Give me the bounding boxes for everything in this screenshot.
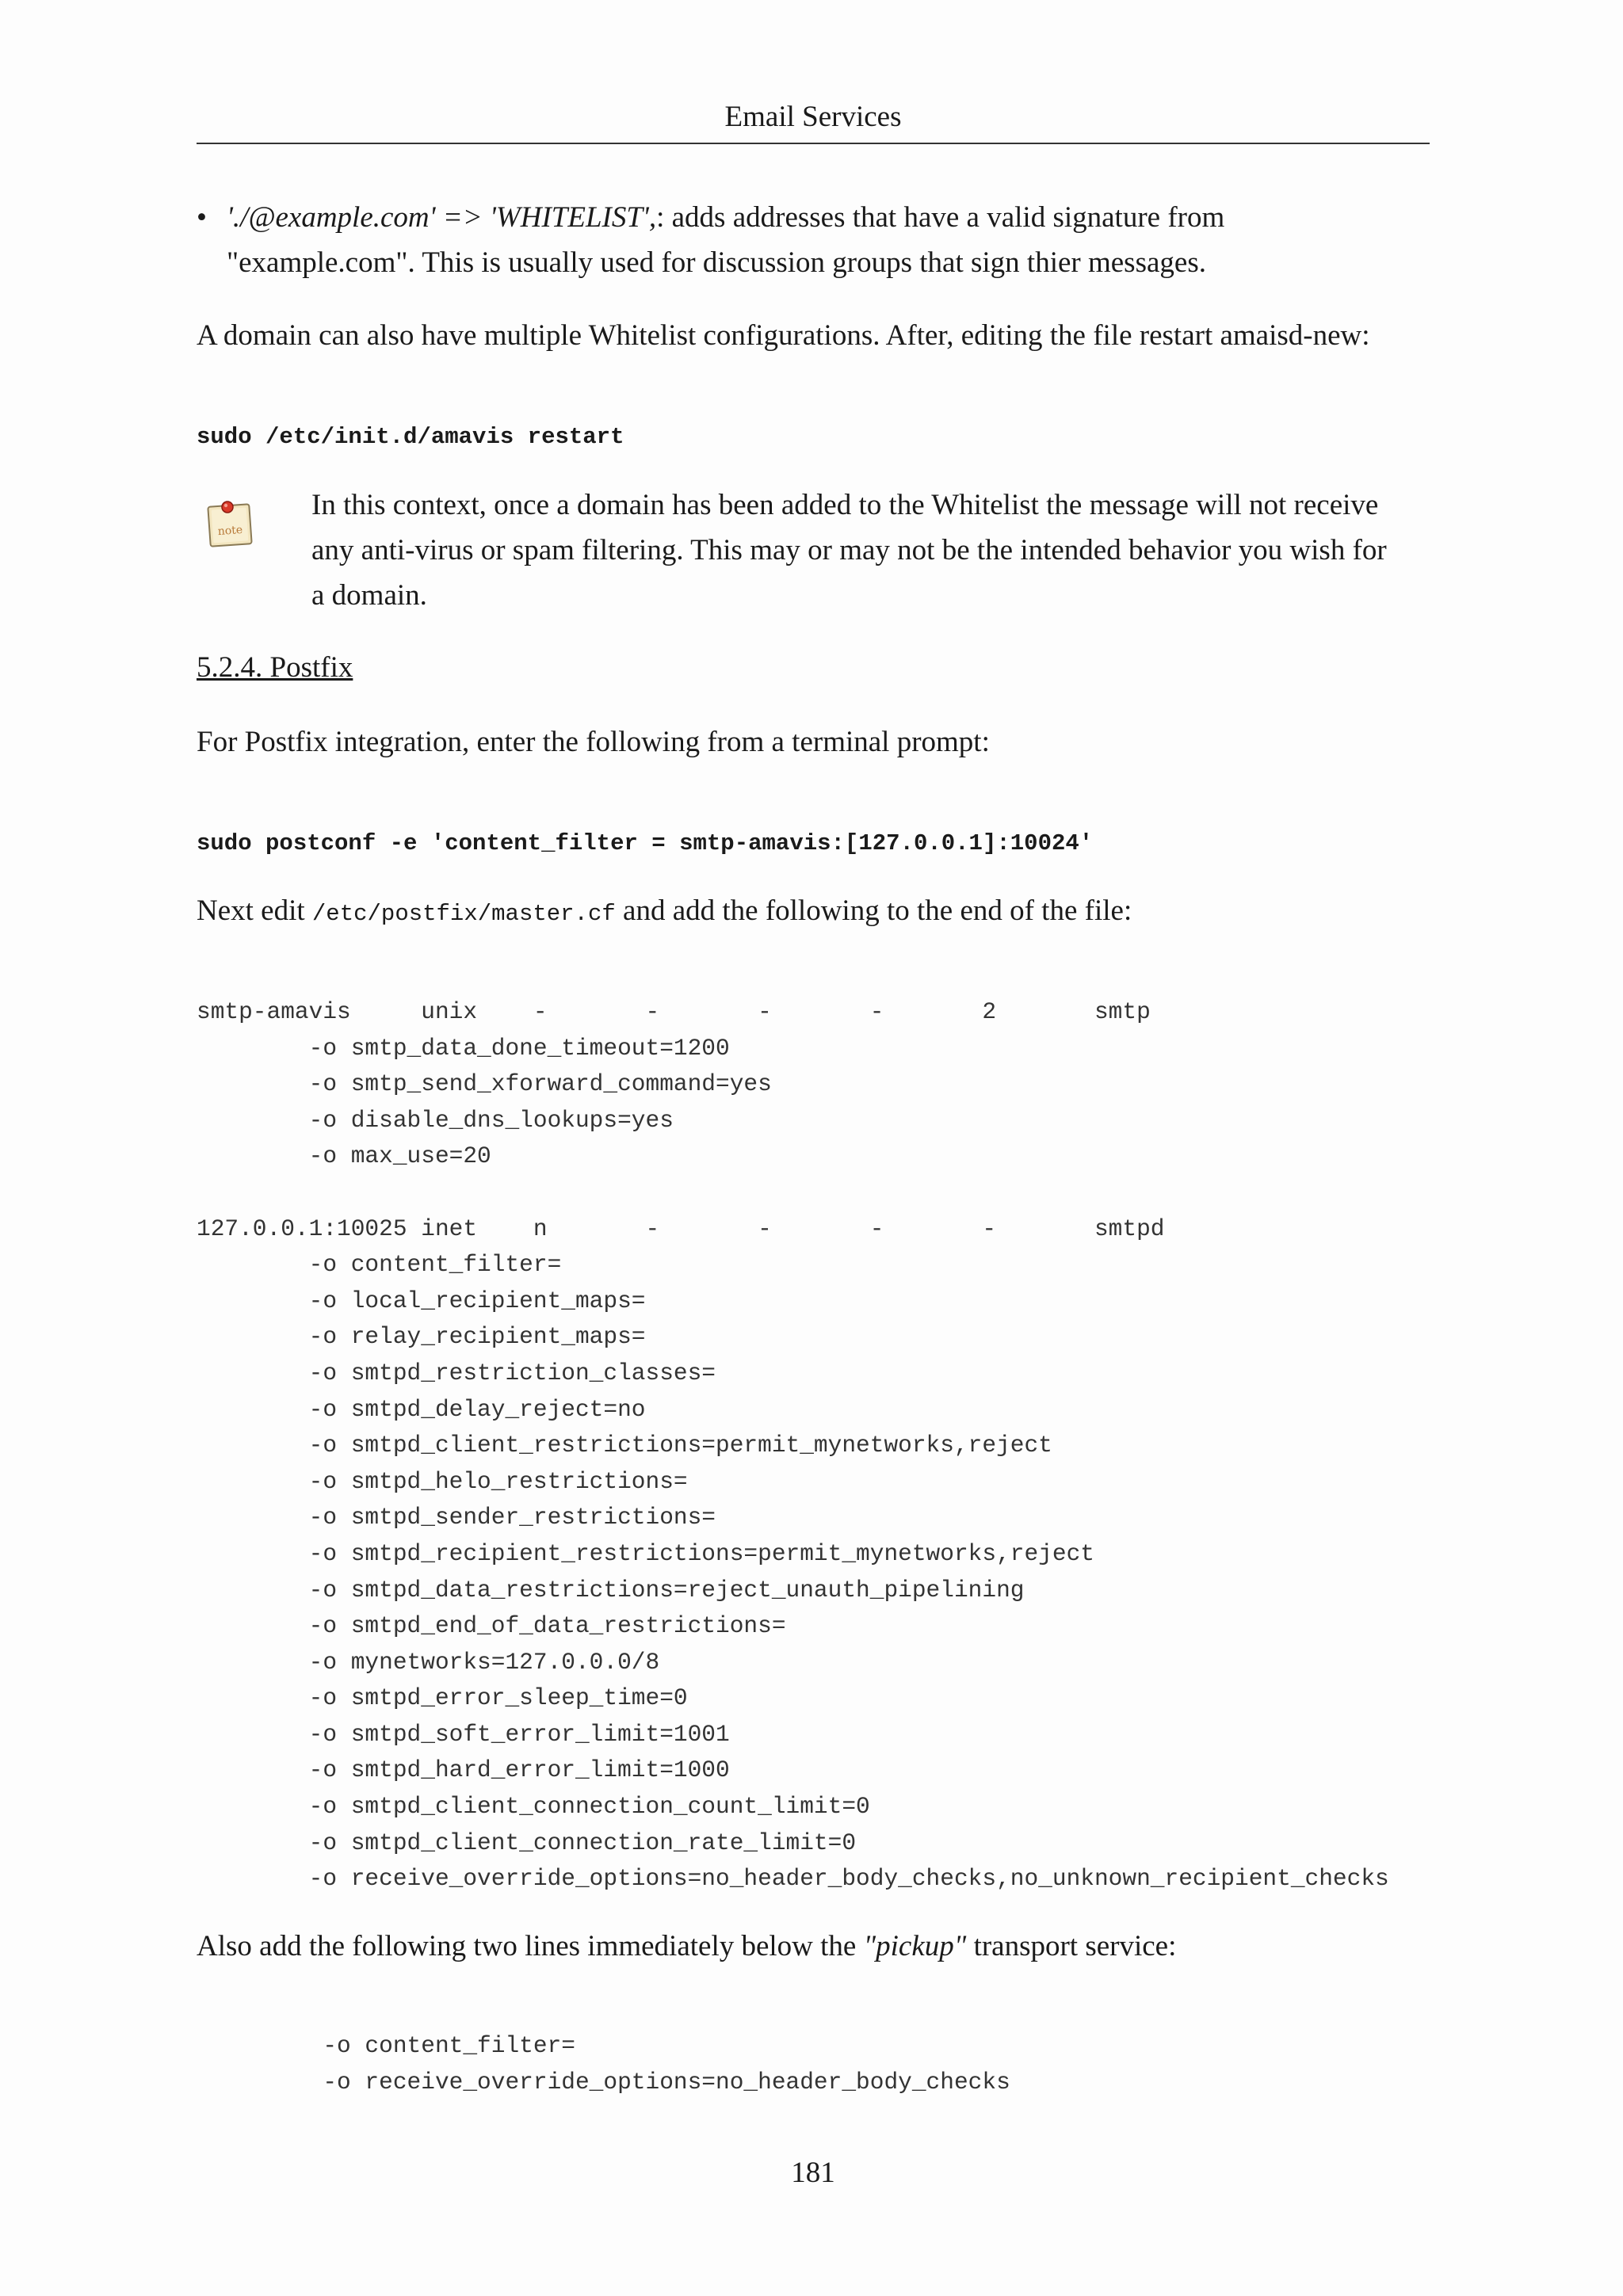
command-postconf: sudo postconf -e 'content_filter = smtp-amavis:[127.0.0.1]:10024': [197, 830, 1094, 856]
note-line-1: In this context, once a domain has been added to the Whitelist the message will not receive: [311, 489, 1379, 521]
bullet-text: [227, 195, 1430, 285]
note-text: [311, 482, 1430, 618]
command-amavis-restart: sudo /etc/init.d/amavis restart: [197, 424, 624, 450]
master-cf-code-block: smtp-amavis unix - - - - 2 smtp -o smtp_data_done_timeout=1200 -o smtp_send_xforward_command=yes -o disable_dns_lookups=yes -o max_use=20 127.0.0.1:10025 inet n - - - - smtpd -o content_filter= -o local_recipient_maps= -o relay_recipient_maps= -o smtpd_restriction_classes= -o smtpd_delay_reject=no -o smtpd_client_restrictions=permit_mynetworks,reject -o smtpd_helo_restrictions= -o smtpd_sender_restrictions= -o smtpd_recipient_restrictions=permit_mynetworks,reject -o smtpd_data_restrictions=reject_unauth_pipelining -o smtpd_end_of_data_restrictions= -o mynetworks=127.0.0.0/8 -o smtpd_error_sleep_time=0 -o smtpd_soft_error_limit=1001 -o smtpd_hard_error_limit=1000 -o smtpd_client_connection_count_limit=0 -o smtpd_client_connection_rate_limit=0 -o receive_override_options=no_header_body_checks,no_unknown_recipient_checks: [197, 998, 1389, 1893]
bullet-description: : adds addresses that have a valid signature from: [656, 201, 1225, 234]
paragraph-postfix: For Postfix integration, enter the following from a terminal prompt:: [197, 726, 990, 758]
running-header: Email Services: [724, 101, 902, 133]
whitelist-rule: './@example.com' => 'WHITELIST',: [227, 201, 657, 234]
paragraph-whitelist: A domain can also have multiple Whitelist configurations. After, editing the file restart amaisd-new:: [197, 319, 1370, 352]
section-heading-postfix[interactable]: 5.2.4. Postfix: [197, 651, 353, 684]
paragraph-pickup: [197, 1924, 1430, 1969]
bullet-line-2: "example.com". This is usually used for discussion groups that sign thier messages.: [227, 246, 1206, 279]
document-page: [197, 0, 1430, 2296]
paragraph-next-edit: [197, 888, 1430, 936]
master-cf-path: /etc/postfix/master.cf: [311, 901, 616, 927]
next-edit-before: Next edit: [197, 894, 305, 927]
next-edit-after: and add the following to the end of the file:: [623, 894, 1132, 927]
note-icon: [206, 498, 255, 550]
note-line-2: any anti-virus or spam filtering. This may or may not be the intended behavior you wish for: [311, 534, 1387, 566]
pickup-emphasis: "pickup": [863, 1930, 967, 1962]
header-rule: [197, 143, 1430, 144]
note-icon-label: note: [217, 523, 243, 539]
pickup-code-block: -o content_filter= -o receive_override_options=no_header_body_checks: [323, 2032, 1010, 2096]
bullet-line-1: [227, 201, 1224, 234]
pickup-after: transport service:: [973, 1930, 1177, 1962]
page-number: 181: [791, 2157, 835, 2189]
bullet-marker: •: [197, 201, 207, 234]
pickup-before: Also add the following two lines immediately below the: [197, 1930, 857, 1962]
note-line-3: a domain.: [311, 579, 427, 612]
